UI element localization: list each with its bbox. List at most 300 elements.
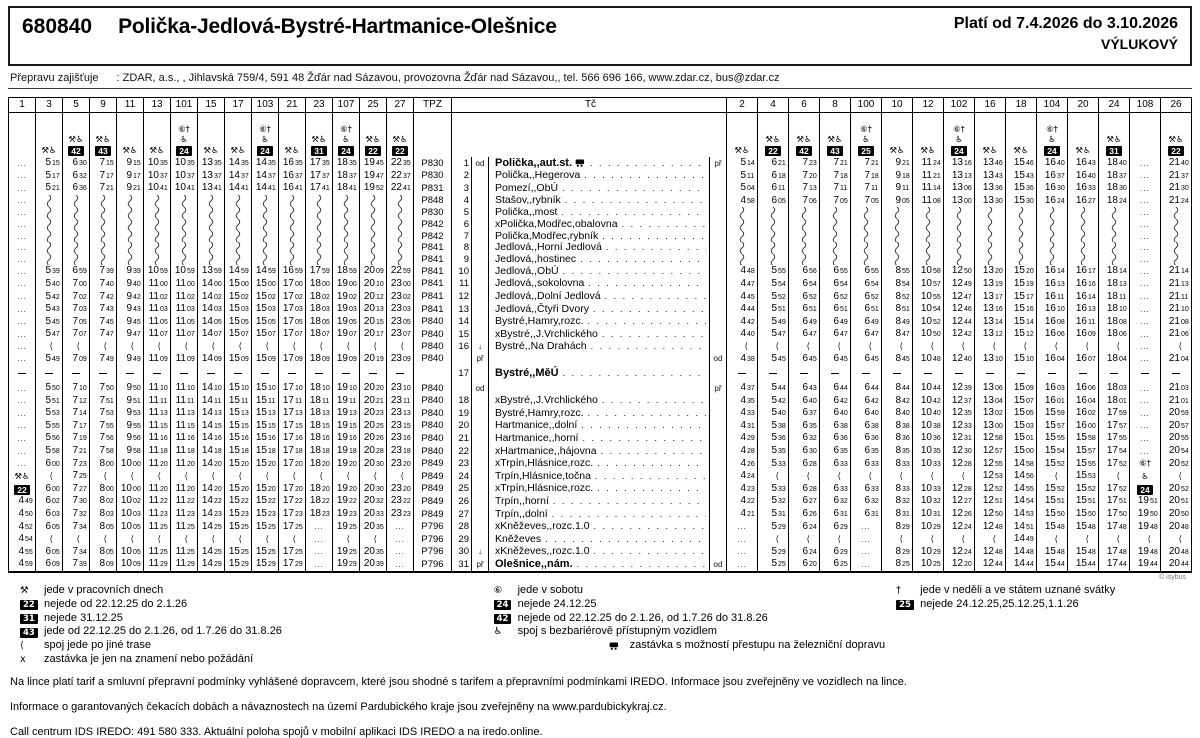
time-cell [144, 278, 171, 291]
time-cell [225, 195, 252, 208]
different-route-icon: ⟨ [211, 470, 215, 481]
trip-number-cell: 108 [1130, 98, 1161, 113]
time: 19 02 [336, 290, 357, 302]
squiggle-line-icon [181, 231, 187, 243]
note-badge: 24 [494, 600, 512, 611]
time: 9 50 [126, 382, 141, 394]
time-cell [727, 495, 758, 508]
tpz-cell: P796 [414, 533, 452, 546]
direction-marker: př [472, 558, 489, 572]
time: 15 48 [1044, 520, 1065, 532]
squiggle-line-icon [370, 195, 376, 207]
squiggle-line-icon [832, 231, 838, 243]
time-cell [851, 407, 882, 420]
time-cell [727, 231, 758, 243]
time: 15 23 [228, 508, 249, 520]
different-route-icon: ⟨ [76, 340, 80, 351]
time: 18 03 [309, 303, 330, 315]
time-cell [36, 353, 63, 366]
direction-marker [472, 195, 489, 208]
time-cell [36, 182, 63, 195]
time: 11 07 [175, 328, 195, 340]
different-route-icon: ⟨ [184, 533, 188, 544]
legend-text: jede od 22.12.25 do 2.1.26, od 1.7.26 do 31.8.26 [44, 625, 282, 638]
time-cell [1130, 303, 1161, 316]
time: 20 10 [363, 277, 384, 289]
time: 6 38 [833, 419, 848, 431]
tc-cell [452, 382, 472, 395]
time-cell [913, 521, 944, 534]
time-cell [758, 395, 789, 408]
time: 16 17 [1075, 265, 1096, 277]
time-cell [913, 508, 944, 521]
squiggle-line-icon [73, 254, 79, 266]
time-cell [820, 445, 851, 458]
time-cell [117, 157, 144, 170]
time-cell [117, 316, 144, 329]
tpz-cell: P840 [414, 432, 452, 445]
legend-symbol-lt: ⟨ [20, 640, 24, 652]
legend [8, 584, 1192, 667]
time-cell [851, 254, 882, 266]
time-cell [975, 458, 1006, 471]
time-cell [1130, 432, 1161, 445]
time-cell [944, 341, 975, 353]
different-route-icon: ⟨ [346, 533, 350, 544]
time: 19 52 [363, 182, 384, 194]
time-cell [1068, 278, 1099, 291]
direction-marker [709, 207, 726, 219]
different-route-icon: ⟨ [1054, 470, 1058, 481]
wheelchair-icon: ♿ [955, 134, 963, 145]
squiggle-line-icon [316, 231, 322, 243]
time-cell [252, 157, 279, 170]
time: 6 54 [802, 277, 817, 289]
time-cell [1130, 353, 1161, 366]
tpz-cell: P841 [414, 254, 452, 266]
time: 20 48 [1168, 520, 1189, 532]
squiggle-line-icon [73, 242, 79, 254]
time-cell [1099, 254, 1130, 266]
tc-cell: 17 [452, 365, 472, 382]
time-cell [913, 207, 944, 219]
time: 11 18 [175, 445, 195, 457]
time-cell [1068, 157, 1099, 170]
time: 12 37 [951, 394, 972, 406]
time: 6 44 [864, 382, 879, 394]
time: 6 55 [833, 265, 848, 277]
squiggle-line-icon [1080, 219, 1086, 231]
time: 6 18 [771, 169, 786, 181]
time-cell [333, 458, 360, 471]
different-route-icon: ⟨ [211, 340, 215, 351]
note-badge: 22 [765, 146, 780, 157]
time-cell [117, 231, 144, 243]
section-separator [893, 373, 901, 374]
time: 20 33 [363, 508, 384, 520]
time-cell [333, 182, 360, 195]
time: 5 33 [771, 457, 786, 469]
time-cell [306, 558, 333, 572]
tpz-cell: P849 [414, 508, 452, 521]
time-cell [1037, 353, 1068, 366]
time: 7 12 [72, 394, 87, 406]
no-service-dots: ... [861, 522, 871, 532]
section-separator [1172, 373, 1180, 374]
time-cell [90, 508, 117, 521]
time: 9 40 [126, 277, 141, 289]
time-cell [360, 353, 387, 366]
time-cell [1130, 420, 1161, 433]
squiggle-line-icon [181, 195, 187, 207]
time-cell [90, 521, 117, 534]
time-cell [306, 432, 333, 445]
time: 16 14 [1075, 290, 1096, 302]
legend-column [482, 584, 885, 667]
time-cell [63, 157, 90, 170]
time-cell [198, 291, 225, 304]
tc-cell: 11 [452, 278, 472, 291]
time: 11 03 [148, 303, 168, 315]
time: 19 00 [336, 277, 357, 289]
time-cell [171, 278, 198, 291]
time: 13 00 [982, 419, 1003, 431]
time: 10 35 [174, 157, 195, 168]
time-cell [360, 303, 387, 316]
no-service-dots: ... [17, 383, 27, 393]
station-cell [489, 365, 710, 382]
time-cell [9, 328, 36, 341]
time-cell [1099, 316, 1130, 329]
squiggle-line-icon [739, 254, 745, 266]
time-cell [727, 195, 758, 208]
time-cell [144, 207, 171, 219]
time: 12 27 [951, 495, 972, 507]
station-cell [489, 278, 710, 291]
time-cell [252, 219, 279, 231]
time: 11 16 [175, 432, 195, 444]
section-separator [207, 373, 215, 374]
legend-symbol-wc: ♿ [493, 626, 503, 638]
trip-symbols-cell [306, 113, 333, 158]
time-cell [90, 495, 117, 508]
time-cell [1037, 157, 1068, 170]
time: 9 11 [895, 182, 910, 194]
time: 14 00 [201, 277, 222, 289]
time-cell [1161, 254, 1192, 266]
time-cell [387, 328, 414, 341]
time: 20 12 [363, 290, 384, 302]
time: 18 16 [309, 432, 330, 444]
squiggle-line-icon [397, 254, 403, 266]
direction-marker [709, 195, 726, 208]
direction-marker [472, 182, 489, 195]
time-cell [1068, 219, 1099, 231]
time-cell [1068, 328, 1099, 341]
time-cell [387, 278, 414, 291]
squiggle-line-icon [235, 254, 241, 266]
station-name: Trpín,Hlásnice,točna [495, 470, 591, 482]
squiggle-line-icon [801, 242, 807, 254]
squiggle-line-icon [832, 207, 838, 219]
time-cell [1130, 470, 1161, 483]
time: 17 00 [282, 277, 303, 289]
time-cell [171, 207, 198, 219]
time-cell [117, 278, 144, 291]
time: 7 56 [99, 432, 114, 444]
legend-text: nejede 24.12.25,25.12.25,1.1.26 [920, 597, 1079, 610]
workdays-icon: ⚒♿ [765, 134, 781, 145]
time: 10 40 [920, 407, 941, 419]
time-cell [944, 382, 975, 395]
time: 6 40 [833, 407, 848, 419]
time-cell [225, 265, 252, 278]
time: 8 32 [895, 495, 910, 507]
time-cell [9, 395, 36, 408]
time: 15 09 [228, 352, 249, 364]
time: 21 11 [1168, 290, 1189, 302]
time-cell [1161, 420, 1192, 433]
time-cell [333, 195, 360, 208]
tpz-cell: P840 [414, 445, 452, 458]
tc-cell: 18 [452, 395, 472, 408]
time: 15 14 [1013, 315, 1034, 327]
time: 6 47 [833, 328, 848, 340]
trip-number-cell: 107 [333, 98, 360, 113]
time: 6 49 [833, 315, 848, 327]
station-cell [489, 316, 710, 329]
squiggle-line-icon [801, 254, 807, 266]
time-cell [306, 407, 333, 420]
station-cell [489, 231, 710, 243]
tpz-cell: P796 [414, 546, 452, 559]
time: 14 05 [201, 315, 222, 327]
time-cell [1099, 521, 1130, 534]
time: 18 18 [309, 445, 330, 457]
time-cell [1068, 420, 1099, 433]
time-cell [279, 470, 306, 483]
station-cell [489, 291, 710, 304]
time-cell [360, 254, 387, 266]
time-cell [9, 278, 36, 291]
time: 9 47 [126, 328, 141, 340]
time-cell [360, 328, 387, 341]
different-route-icon: ⟨ [265, 340, 269, 351]
time: 15 16 [1013, 303, 1034, 315]
time-cell [727, 341, 758, 353]
time: 12 50 [982, 508, 1003, 520]
direction-marker [709, 219, 726, 231]
time: 8 38 [895, 419, 910, 431]
time: 12 47 [951, 290, 972, 302]
note-badge: 42 [796, 146, 811, 157]
different-route-icon: ⟨ [1116, 533, 1120, 544]
time: 9 15 [126, 157, 141, 168]
station-name: xBystré,,J.Vrchlického [495, 394, 598, 407]
time: 6 55 [864, 265, 879, 277]
time: 6 28 [802, 457, 817, 469]
time: 11 29 [175, 558, 195, 570]
dot-leaders [552, 509, 706, 521]
different-route-icon: ⟨ [130, 340, 134, 351]
time-cell [1099, 195, 1130, 208]
time-cell [360, 278, 387, 291]
time: 10 41 [147, 182, 168, 194]
time: 15 07 [1013, 394, 1034, 406]
no-service-dots: ... [395, 547, 405, 557]
time: 5 40 [771, 407, 786, 419]
saturday-holiday-icon: ⑥† [1139, 458, 1151, 469]
time-cell [360, 265, 387, 278]
time-cell [1099, 495, 1130, 508]
time-cell [727, 157, 758, 170]
time: 8 05 [99, 520, 114, 532]
time-cell [333, 353, 360, 366]
time-cell [306, 341, 333, 353]
no-service-dots: ... [737, 522, 747, 532]
time-cell [913, 278, 944, 291]
legend-row [884, 598, 1192, 612]
time: 11 22 [148, 495, 168, 507]
time: 17 10 [282, 382, 303, 394]
time: 23 00 [390, 277, 411, 289]
time-cell [882, 195, 913, 208]
trip-symbols-cell [252, 113, 279, 158]
time-cell [117, 353, 144, 366]
different-route-icon: ⟨ [992, 340, 996, 351]
squiggle-line-icon [863, 254, 869, 266]
time: 14 07 [201, 328, 222, 340]
time-cell [171, 303, 198, 316]
time: 6 30 [72, 157, 87, 168]
time-cell [117, 483, 144, 496]
squiggle-line-icon [235, 219, 241, 231]
workdays-icon: ⚒♿ [982, 146, 998, 156]
legend-symbol-b31 [8, 613, 44, 625]
time: 14 22 [201, 495, 222, 507]
squiggle-line-icon [770, 242, 776, 254]
time-cell [975, 533, 1006, 546]
time: 18 22 [309, 495, 330, 507]
squiggle-line-icon [925, 207, 931, 219]
time-cell [279, 219, 306, 231]
time: 15 55 [1075, 457, 1096, 469]
time-cell [975, 303, 1006, 316]
time: 10 59 [147, 265, 168, 277]
different-route-icon: ⟨ [130, 470, 134, 481]
different-route-icon: ⟨ [157, 340, 161, 351]
time: 6 35 [864, 445, 879, 457]
time-cell [279, 328, 306, 341]
time: 6 52 [864, 290, 879, 302]
time-cell [36, 432, 63, 445]
time-cell [9, 353, 36, 366]
tpz-cell: P849 [414, 458, 452, 471]
workdays-icon: ⚒♿ [392, 134, 408, 145]
time: 11 18 [148, 445, 168, 457]
section-separator [800, 373, 808, 374]
no-service-dots: ... [395, 522, 405, 532]
time: 18 13 [1106, 277, 1127, 289]
time-cell [851, 470, 882, 483]
time: 15 52 [1044, 457, 1065, 469]
trip-symbols-cell [975, 113, 1006, 158]
time: 15 46 [1013, 157, 1034, 168]
time: 21 10 [1168, 303, 1189, 315]
time: 7 18 [864, 169, 879, 181]
time: 5 55 [45, 419, 60, 431]
station-name: Bystré,Hamry,rozc. [495, 315, 584, 328]
squiggle-line-icon [343, 219, 349, 231]
time: 10 00 [120, 457, 141, 469]
time-cell [1099, 407, 1130, 420]
time-cell [1006, 420, 1037, 433]
time-cell [1068, 303, 1099, 316]
tpz-cell: P831 [414, 182, 452, 195]
time-cell [171, 483, 198, 496]
time: 12 44 [982, 558, 1003, 570]
time: 12 53 [982, 470, 1003, 482]
time: 19 50 [1137, 508, 1158, 520]
time: 7 11 [833, 182, 848, 194]
time-cell [225, 242, 252, 254]
direction-marker: od [472, 157, 489, 170]
time-cell [333, 533, 360, 546]
time: 20 44 [1168, 558, 1189, 570]
time-cell [882, 521, 913, 534]
direction-marker [472, 420, 489, 433]
trip-number-cell: 1 [9, 98, 36, 113]
time: 11 25 [175, 520, 195, 532]
time-cell [944, 395, 975, 408]
squiggle-line-icon [343, 207, 349, 219]
time-cell [758, 470, 789, 483]
workdays-icon: ⚒♿ [284, 146, 300, 156]
time: 7 17 [72, 419, 87, 431]
time: 20 17 [363, 328, 384, 340]
time-cell [252, 242, 279, 254]
dot-leaders [595, 471, 706, 483]
tc-cell: 21 [452, 432, 472, 445]
time-cell [117, 495, 144, 508]
time: 6 24 [802, 520, 817, 532]
time: 14 37 [255, 169, 276, 181]
time-cell [975, 170, 1006, 183]
trip-symbols-cell [90, 113, 117, 158]
time: 6 31 [833, 508, 848, 520]
time: 17 09 [282, 352, 303, 364]
time: 14 10 [201, 382, 222, 394]
time-cell [387, 420, 414, 433]
section-separator [396, 373, 404, 374]
time-cell [144, 558, 171, 572]
station-name: Jedlová,,ObÚ [495, 265, 559, 277]
no-service-dots: ... [1140, 219, 1150, 229]
note-badge: 42 [494, 614, 512, 625]
time-cell [820, 328, 851, 341]
time-cell [306, 231, 333, 243]
time-cell [851, 157, 882, 170]
time-cell [851, 231, 882, 243]
time: 4 35 [740, 394, 755, 406]
time: 16 08 [1044, 315, 1065, 327]
workdays-icon: ⚒♿ [1075, 146, 1091, 156]
time-cell [727, 558, 758, 572]
time: 21 01 [1168, 394, 1189, 406]
squiggle-line-icon [127, 195, 133, 207]
time-cell [90, 341, 117, 353]
time-cell [63, 420, 90, 433]
